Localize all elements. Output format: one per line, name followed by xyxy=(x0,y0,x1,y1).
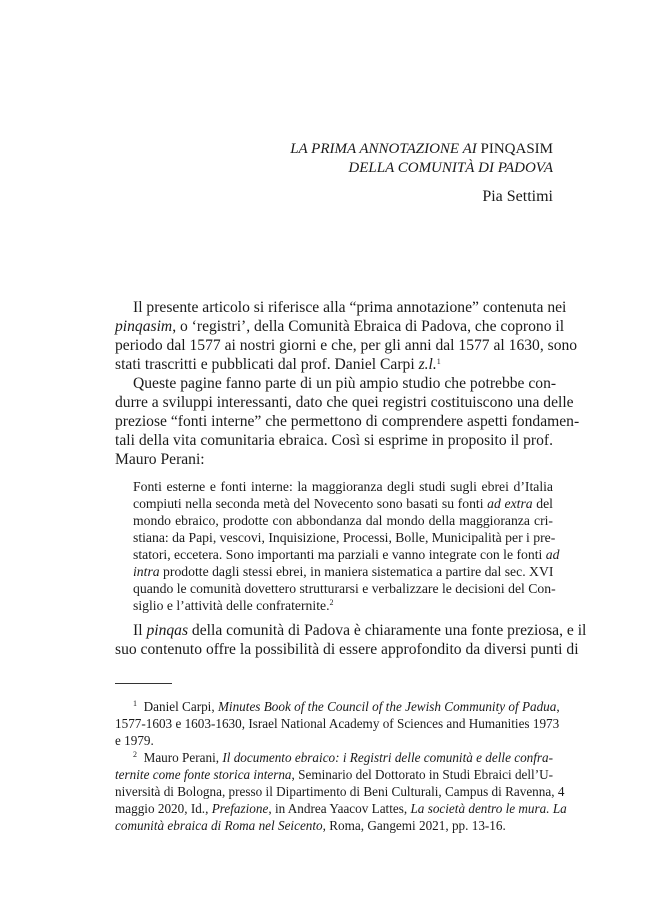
quote-line: mondo ebraico, prodotte con abbondanza dal mondo della maggioranza cri- xyxy=(133,513,553,528)
body-line: Il presente articolo si riferisce alla “prima annotazione” contenuta nei xyxy=(133,299,567,316)
body-line: Queste pagine fanno parte di un più ampio studio che potrebbe con- xyxy=(133,375,557,392)
footnote-line: comunità ebraica di Roma nel Seicento, Roma, Gangemi 2021, pp. 13-16. xyxy=(115,818,506,833)
body-line: durre a sviluppi interessanti, dato che quei registri costituiscono una delle xyxy=(115,394,574,411)
footnote-ref: 2 xyxy=(329,598,334,607)
author-name: Pia Settimi xyxy=(482,188,553,205)
body-line: Mauro Perani: xyxy=(115,451,205,468)
footnote-number: 2 xyxy=(133,750,137,759)
footnote-line: 1577-1603 e 1603-1630, Israel National Academy of Sciences and Humanities 1973 xyxy=(115,716,560,731)
quote-line: quando le comunità dovettero strutturarsi e verbalizzare le decisioni del Con- xyxy=(133,581,556,596)
body-line: pinqasim, o ‘registri’, della Comunità Ebraica di Padova, che coprono il xyxy=(115,318,565,335)
footnote-ref: 1 xyxy=(436,357,441,366)
body-line: suo contenuto offre la possibilità di essere approfondito da diversi punti di xyxy=(115,641,579,658)
article-title-line-2: DELLA COMUNITÀ DI PADOVA xyxy=(348,160,553,176)
footnote-line: $^2$ Mauro Perani, Il documento ebraico: i Registri delle comunità e delle confra- xyxy=(133,750,554,765)
quote-line: intra prodotte dagli stessi ebrei, in maniera sistematica a partire dal sec. XVI xyxy=(133,564,554,579)
quote-line: Fonti esterne e fonti interne: la maggioranza degli studi sugli ebrei d’Italia xyxy=(133,479,553,494)
footnote-line: e 1979. xyxy=(115,733,154,748)
footnote-number: 1 xyxy=(133,699,137,708)
body-line: preziose “fonti interne” che permettono di comprendere aspetti fondamen- xyxy=(115,413,580,430)
quote-line: stiana: da Papi, vescovi, Inquisizione, Processi, Bolle, Municipalità per i pre- xyxy=(133,530,556,545)
article-title-line-1: LA PRIMA ANNOTAZIONE AI PINQASIM xyxy=(290,141,553,157)
footnote-line: maggio 2020, Id., Prefazione, in Andrea Yaacov Lattes, La società dentro le mura. La xyxy=(115,801,567,816)
footnote-line: niversità di Bologna, presso il Dipartimento di Beni Culturali, Campus di Ravenna, 4 xyxy=(115,784,565,799)
quote-line: siglio e l’attività delle confraternite.$^2$ xyxy=(133,598,334,613)
footnote-separator xyxy=(115,683,172,684)
body-line: periodo dal 1577 ai nostri giorni e che, per gli anni dal 1577 al 1630, sono xyxy=(115,337,578,354)
body-line: Il pinqas della comunità di Padova è chiaramente una fonte preziosa, e il xyxy=(133,622,587,639)
body-line: tali della vita comunitaria ebraica. Così si esprime in proposito il prof. xyxy=(115,432,553,449)
footnote-line: ternite come fonte storica interna, Seminario del Dottorato in Studi Ebraici dell’U- xyxy=(115,767,554,782)
body-line: stati trascritti e pubblicati dal prof. Daniel Carpi z.l.$^1$ xyxy=(115,356,441,373)
quote-line: statori, eccetera. Sono importanti ma parziali e vanno integrate con le fonti ad xyxy=(133,547,560,562)
footnote-line: $^1$ Daniel Carpi, Minutes Book of the Council of the Jewish Community of Padua, xyxy=(133,699,560,714)
quote-line: compiuti nella seconda metà del Novecento sono basati su fonti ad extra del xyxy=(133,496,553,511)
